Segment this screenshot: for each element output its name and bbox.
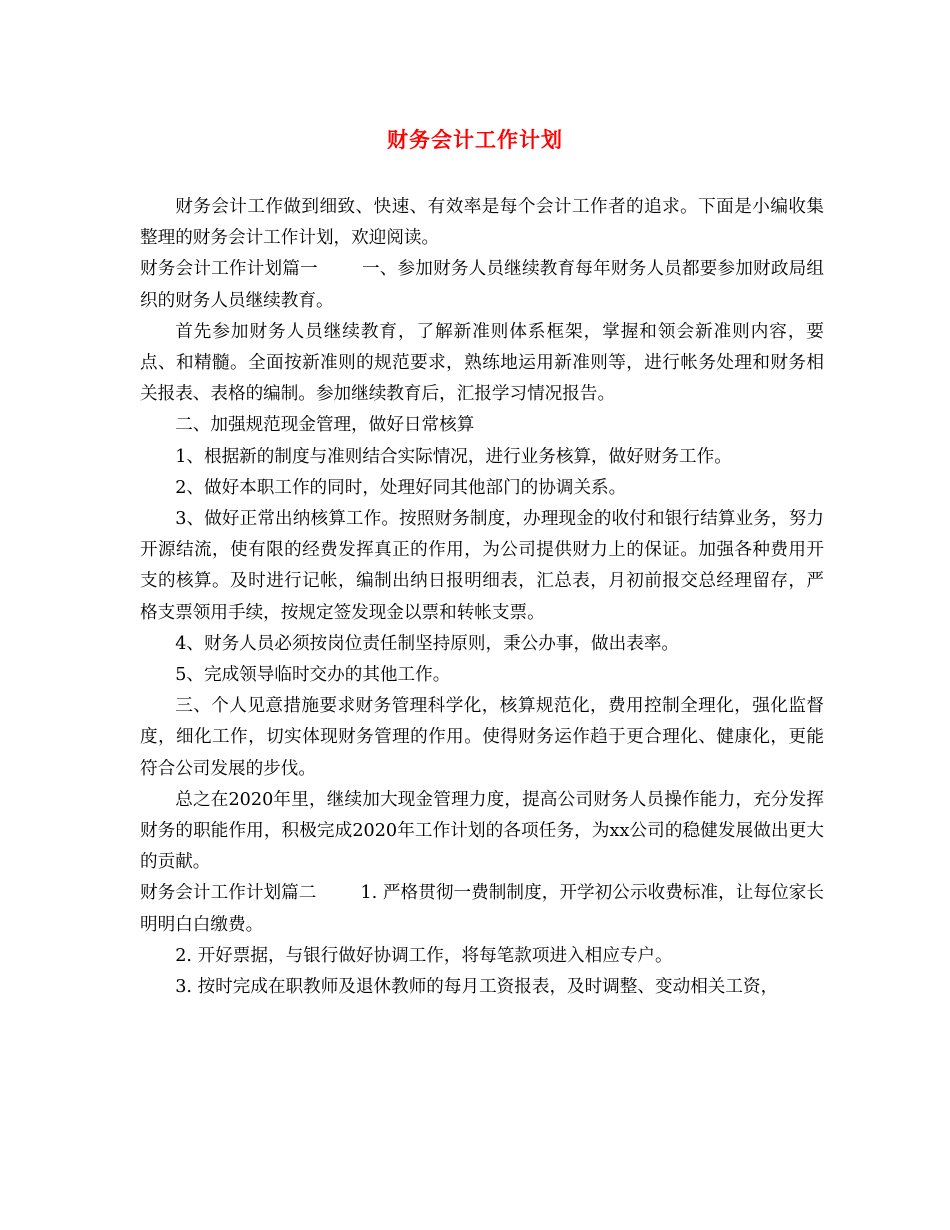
paragraph: 总之在2020年里，继续加大现金管理力度，提高公司财务人员操作能力，充分发挥财务的职能作用，积极完成2020年工作计划的各项任务，为xx公司的稳健发展做出更大的贡献。 <box>140 789 824 873</box>
section-text: 1. 严格贯彻一费制制度，开学初公示收费标准，让每位家长明明白白缴费。 <box>140 883 824 935</box>
paragraph: 1、根据新的制度与准则结合实际情况，进行业务核算，做好财务工作。 <box>175 446 732 467</box>
paragraph: 3. 按时完成在职教师及退休教师的每月工资报表，及时调整、变动相关工资， <box>175 977 779 998</box>
section-paragraph <box>140 254 824 316</box>
paragraph: 3、做好正常出纳核算工作。按照财务制度，办理现金的收付和银行结算业务，努力开源结流，使有限的经费发挥真正的作用，为公司提供财力上的保证。加强各种费用开支的核算。及时进行记帐，编制出纳日报明细表，汇总表，月初前报交总经理留存，严格支票领用手续，按规定签发现金以票和转帐支票。 <box>140 509 824 623</box>
section-paragraph <box>140 878 824 940</box>
paragraph: 2. 开好票据，与银行做好协调工作，将每笔款项进入相应专户。 <box>175 945 673 966</box>
document-title: 财务会计工作计划 <box>387 127 563 152</box>
paragraph: 2、做好本职工作的同时，处理好同其他部门的协调关系。 <box>175 477 627 498</box>
section-label: 财务会计工作计划篇二 <box>140 883 317 904</box>
paragraph: 三、个人见意措施要求财务管理科学化，核算规范化，费用控制全理化，强化监督度，细化工作，切实体现财务管理的作用。使得财务运作趋于更合理化、健康化，更能符合公司发展的步伐。 <box>140 696 824 779</box>
paragraph: 首先参加财务人员继续教育，了解新准则体系框架，掌握和领会新准则内容，要点、和精髓。全面按新准则的规范要求，熟练地运用新准则等，进行帐务处理和财务相关报表、表格的编制。参加继续教育后，汇报学习情况报告。 <box>140 321 824 405</box>
section-label: 财务会计工作计划篇一 <box>140 259 318 280</box>
paragraph: 二、加强规范现金管理，做好日常核算 <box>175 415 475 436</box>
paragraph: 5、完成领导临时交办的其他工作。 <box>175 665 451 686</box>
paragraph: 4、财务人员必须按岗位责任制坚持原则，秉公办事，做出表率。 <box>175 633 680 654</box>
document-body <box>140 192 824 1003</box>
paragraph: 财务会计工作做到细致、快速、有效率是每个会计工作者的追求。下面是小编收集整理的财务会计工作计划，欢迎阅读。 <box>140 197 824 249</box>
section-text: 一、参加财务人员继续教育每年财务人员都要参加财政局组织的财务人员继续教育。 <box>140 259 824 311</box>
